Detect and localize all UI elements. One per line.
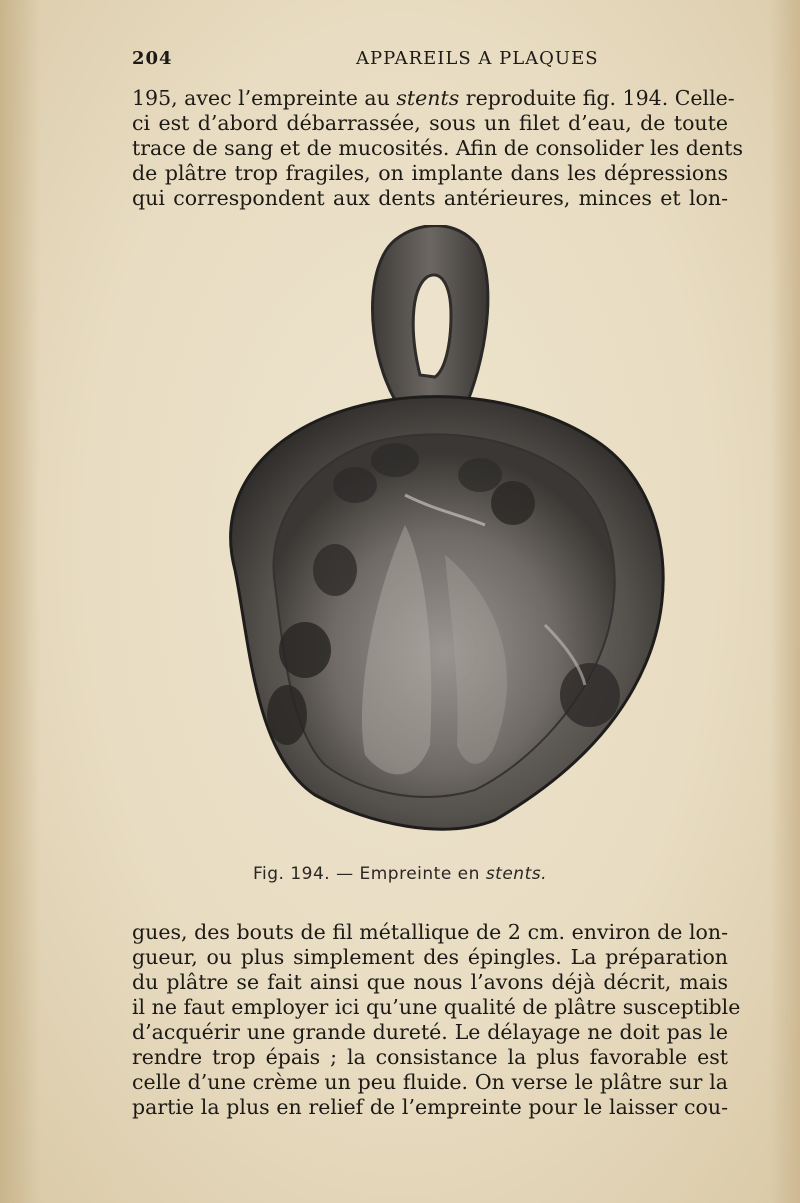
- text-line: de plâtre trop fragiles, on implante dans les dépressions: [132, 161, 728, 185]
- figure-impression-illustration: [195, 225, 675, 835]
- caption-italic: stents.: [485, 864, 548, 884]
- text-line: gueur, ou plus simplement des épingles. La préparation: [132, 945, 728, 969]
- text-line: rendre trop épais ; la consistance la plus favorable est: [132, 1045, 728, 1069]
- text-line: d’acquérir une grande dureté. Le délayage ne doit pas le: [132, 1020, 728, 1044]
- page-header: [132, 44, 730, 74]
- paragraph-bottom: [132, 920, 741, 1120]
- text-line: du plâtre se fait ainsi que nous l’avons déjà décrit, mais: [132, 970, 728, 994]
- figure-caption: [0, 864, 800, 884]
- text-line: 195, avec l’empreinte au stents reproduite fig. 194. Celle-: [132, 86, 735, 110]
- text-line: ci est d’abord débarrassée, sous un filet d’eau, de toute: [132, 111, 728, 135]
- italic-word: stents: [396, 86, 460, 110]
- impression-tray-image: [195, 225, 675, 835]
- running-title: APPAREILS A PLAQUES: [356, 48, 599, 69]
- text-line: partie la plus en relief de l’empreinte pour le laisser cou-: [132, 1095, 728, 1119]
- text-line: trace de sang et de mucosités. Afin de consolider les dents: [132, 136, 743, 160]
- text-line: gues, des bouts de fil métallique de 2 cm. environ de lon-: [132, 920, 728, 944]
- caption-prefix: Fig. 194. — Empreinte en: [252, 864, 486, 884]
- text-line: il ne faut employer ici qu’une qualité de plâtre susceptible: [132, 995, 741, 1019]
- text-line: celle d’une crème un peu fluide. On verse le plâtre sur la: [132, 1070, 728, 1094]
- paragraph-top: [132, 86, 743, 211]
- page-number: 204: [132, 48, 173, 69]
- text-line: qui correspondent aux dents antérieures, minces et lon-: [132, 186, 728, 210]
